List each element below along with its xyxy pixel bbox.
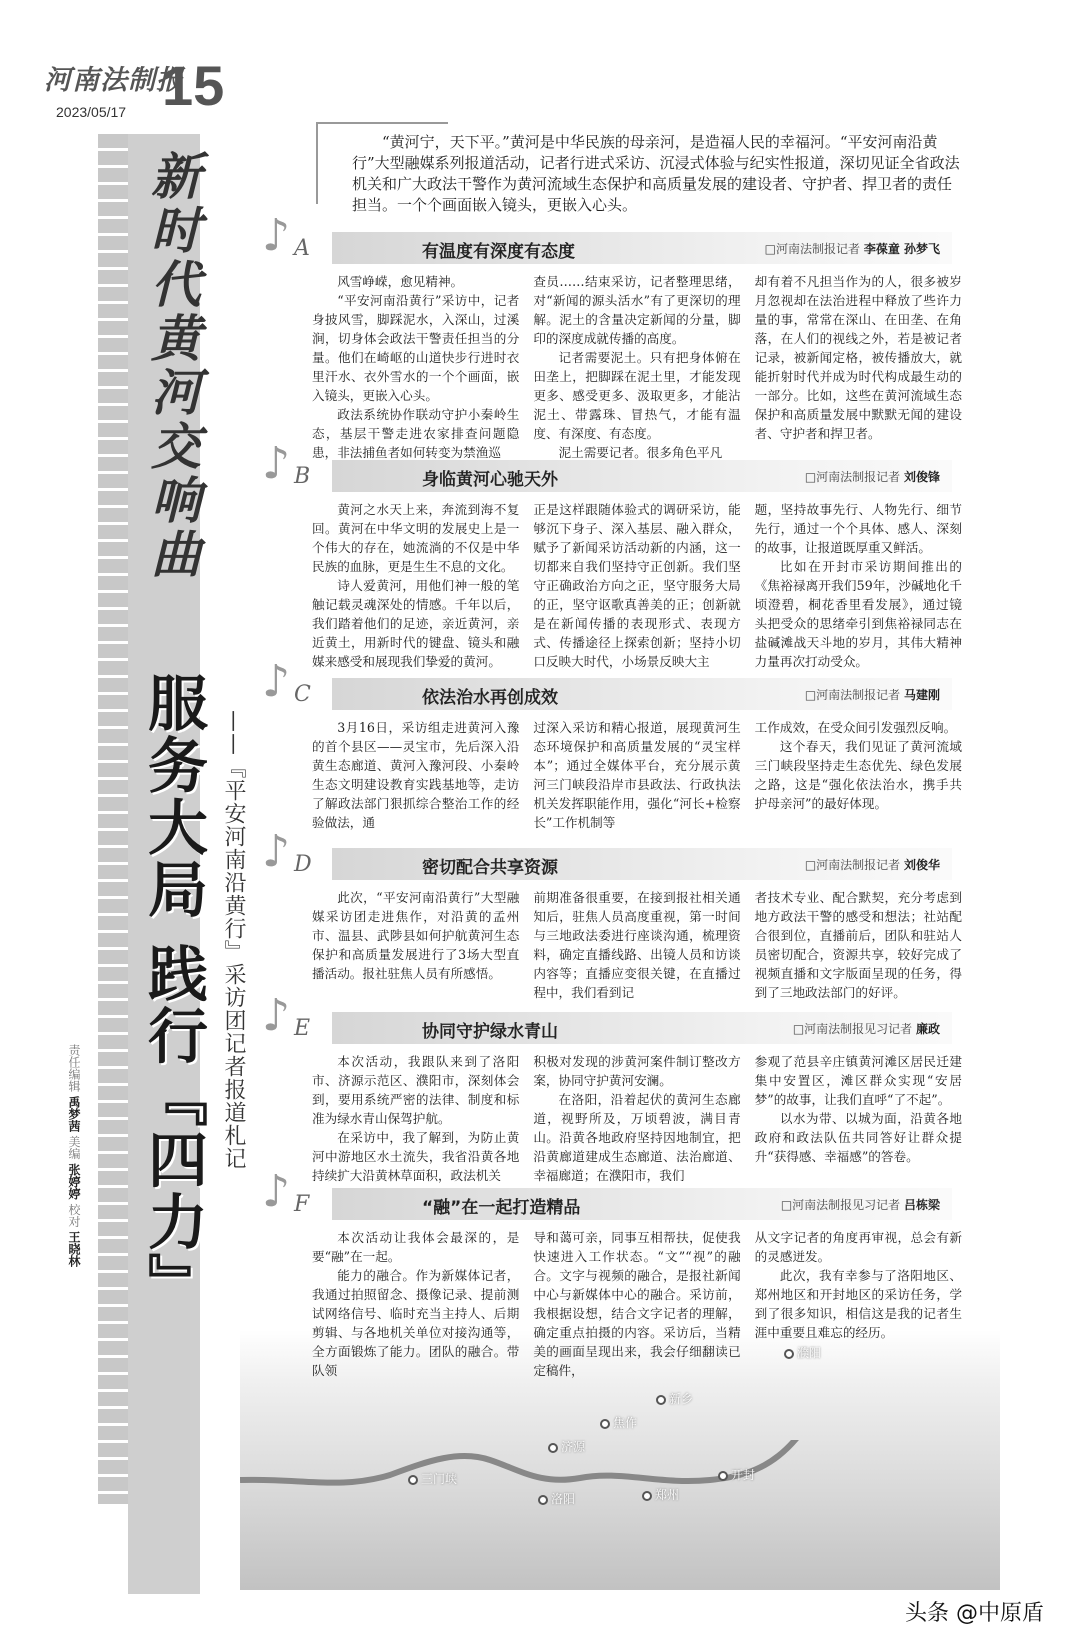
- text-column: [312, 272, 519, 462]
- text-column: [533, 500, 740, 671]
- map-city-label: 濮阳: [784, 1344, 821, 1361]
- music-note-icon: ♪: [262, 438, 291, 489]
- text-column: [755, 888, 962, 1002]
- paragraph: 以水为带、以城为面，沿黄各地政府和政法队伍共同答好让群众提升“获得感、幸福感”的答卷。: [754, 1111, 962, 1164]
- paragraph: 本次活动，我跟队来到了洛阳市、济源示范区、濮阳市，深刻体会到，要用系统严密的法律、制度和标准为绿水青山保驾护航。: [312, 1054, 520, 1126]
- city-dot-icon: [538, 1495, 548, 1505]
- section-byline: □河南法制报记者 刘俊华: [804, 858, 940, 872]
- city-dot-icon: [718, 1471, 728, 1481]
- paragraph: 工作成效，在受众间引发强烈反响。: [754, 720, 957, 735]
- issue-date: 2023/05/17: [56, 104, 127, 120]
- paragraph: 从文字记者的角度再审视，总会有新的灵感迸发。: [754, 1230, 962, 1264]
- paragraph: 记者需要泥土。只有把身体俯在田垄上，把脚踩在泥土里，才能发现更多、感受更多、汲取更多，才能沾泥土、带露珠、冒热气，才能有温度、有深度、有态度。: [533, 350, 741, 441]
- text-column: [533, 718, 740, 832]
- section-byline: □河南法制报见习记者 廉政: [792, 1022, 940, 1036]
- paragraph: 3月16日，采访组走进黄河入豫的首个县区——灵宝市，先后深入沿黄生态廊道、黄河入豫河段、小秦岭生态文明建设教育实践基地等，走访了解政法部门狠抓综合整治工作的经验做法，通: [312, 720, 520, 830]
- text-column: [755, 500, 962, 671]
- music-note-icon: ♪: [262, 210, 291, 261]
- section-letter: B: [294, 464, 311, 489]
- paragraph: 能力的融合。作为新媒体记者，我通过拍照留念、摄像记录、提前测试网络信号、临时充当主持人、后期剪辑、与各地机关单位对接沟通等，全方面锻炼了能力。团队的融合。带队领: [312, 1268, 520, 1378]
- credit-name: 王晓林: [67, 1231, 81, 1268]
- paragraph: 积极对发现的涉黄河案件制订整改方案，协同守护黄河安澜。: [533, 1054, 741, 1088]
- map-city-label: 焦作: [600, 1414, 637, 1431]
- section-title: 依法治水再创成效: [422, 688, 558, 708]
- section-title: 协同守护绿水青山: [422, 1022, 558, 1042]
- section-columns: [312, 718, 962, 832]
- paragraph: 此次，“平安河南沿黄行”大型融媒采访团走进焦作，对沿黄的孟州市、温县、武陟县如何护航黄河生态保护和高质量发展进行了3场大型直播活动。报社驻焦人员有所感悟。: [312, 890, 520, 981]
- section-letter: D: [294, 852, 312, 877]
- section-c: [262, 656, 982, 830]
- paragraph: 诗人爱黄河，用他们神一般的笔触记载灵魂深处的情感。千年以后，我们踏着他们的足迹，亲近黄河，亲近黄土，用新时代的键盘、镜头和融媒来感受和展现我们挚爱的黄河。: [312, 578, 520, 669]
- paragraph: 泥土需要记者。很多角色平凡: [558, 445, 723, 460]
- text-column: [755, 272, 962, 462]
- paragraph: 黄河之水天上来，奔流到海不复回。黄河在中华文明的发展史上是一个伟大的存在，她流淌的不仅是中华民族的血脉，更是生生不息的文化。: [312, 502, 520, 574]
- paragraph: 政法系统协作联动守护小秦岭生态，基层干警走进农家排查问题隐患，非法捕鱼者如何转变为禁渔巡: [312, 407, 520, 460]
- city-dot-icon: [600, 1419, 610, 1429]
- map-city-label: 洛阳: [538, 1490, 575, 1507]
- section-title: 密切配合共享资源: [422, 858, 558, 878]
- map-city-label: 济源: [548, 1438, 585, 1455]
- text-column: [312, 500, 519, 671]
- map-city-label: 郑州: [642, 1486, 679, 1503]
- music-note-icon: ♪: [262, 656, 291, 707]
- paragraph: 在洛阳，沿着起伏的黄河生态廊道，视野所及，万顷碧波，满目青山。沿黄各地政府坚持因地制宜，把沿黄廊道建成生态廊道、法治廊道、幸福廊道；在濮阳市，我们: [533, 1092, 741, 1183]
- credit-name: 禹梦茜: [67, 1095, 81, 1132]
- section-columns: [312, 272, 962, 462]
- text-column: [755, 718, 962, 832]
- section-columns: [312, 1052, 962, 1185]
- section-columns: [312, 1228, 962, 1380]
- feature-kicker: 新时代黄河交响曲: [143, 150, 202, 582]
- section-byline: □河南法制报记者 刘俊锋: [804, 470, 940, 484]
- map-city-label: 新乡: [656, 1390, 693, 1407]
- section-e: [262, 990, 982, 1183]
- section-byline: □河南法制报记者 马建刚: [804, 688, 940, 702]
- city-dot-icon: [408, 1475, 418, 1485]
- section-a: [262, 210, 982, 460]
- text-column: [533, 1052, 740, 1185]
- paragraph: 比如在开封市采访期间推出的《焦裕禄离开我们59年，沙碱地化千顷澄碧，桐花香里看发展》，通过镜头把受众的思绪牵引到焦裕禄同志在盐碱滩战天斗地的岁月，其伟大精神力量再次打动受众。: [754, 559, 962, 669]
- page-number: 15: [162, 54, 225, 117]
- feature-subtitle: ——『平安河南沿黄行』采访团记者报道札记: [221, 710, 246, 1170]
- section-byline: □河南法制报记者 李葆童 孙梦飞: [764, 242, 940, 256]
- paragraph: “平安河南沿黄行”采访中，记者身披风雪，脚踩泥水，入深山，过溪涧，切身体会政法干警责任担当的分量。他们在崎岖的山道快步行进时衣里汗水、衣外雪水的一个个画面，嵌入镜头，更嵌入心头。: [312, 293, 520, 403]
- map-city-label: 三门峡: [408, 1470, 457, 1487]
- section-letter: F: [294, 1192, 310, 1217]
- text-column: [533, 272, 740, 462]
- paragraph: 这个春天，我们见证了黄河流域三门峡段坚持走生态优先、绿色发展之路，这是“强化依法治水，携手共护母亲河”的最好体现。: [754, 739, 962, 811]
- intro-paragraph: “黄河宁，天下平。”黄河是中华民族的母亲河，是造福人民的幸福河。“平安河南沿黄行”大型融媒系列报道活动，记者行进式采访、沉浸式体验与纪实性报道，深切见证全省政法机关和广大政法干警作为黄河流域生态保护和高质量发展的建设者、守护者、捍卫者的责任担当。一个个画面嵌入镜头，更嵌入心头。: [352, 133, 960, 214]
- music-note-icon: ♪: [262, 990, 291, 1041]
- paragraph: 者技术专业、配合默契，充分考虑到地方政法干警的感受和想法；社站配合很到位，直播前后，团队和驻站人员密切配合，资源共享，较好完成了视频直播和文字版面呈现的任务，得到了三地政法部门的好评。: [754, 890, 962, 1000]
- text-column: [312, 888, 519, 1002]
- credit-role: 校对: [67, 1203, 81, 1228]
- text-column: [312, 1052, 519, 1185]
- paper-name: 河南法制报: [44, 65, 184, 96]
- watermark: 头条 @中原盾: [905, 1601, 1044, 1626]
- text-column: [312, 718, 519, 832]
- city-dot-icon: [642, 1491, 652, 1501]
- paragraph: 本次活动让我体会最深的，是要“融”在一起。: [312, 1230, 520, 1264]
- map-city-label: 开封: [718, 1466, 755, 1483]
- paragraph: 查员……结束采访，记者整理思绪，对“新闻的源头活水”有了更深切的理解。泥土的含量决定新闻的分量，脚印的深度成就传播的高度。: [533, 274, 741, 346]
- paragraph: 此次，我有幸参与了洛阳地区、郑州地区和开封地区的采访任务，学到了很多知识，相信这是我的记者生涯中重要且难忘的经历。: [754, 1268, 962, 1340]
- section-letter: A: [294, 236, 310, 261]
- section-columns: [312, 500, 962, 671]
- text-column: [533, 888, 740, 1002]
- section-columns: [312, 888, 962, 1002]
- city-dot-icon: [656, 1395, 666, 1405]
- paragraph: 参观了范县辛庄镇黄河滩区居民迁建集中安置区，滩区群众实现“安居梦”的故事，让我们直呼“了不起”。: [754, 1054, 962, 1107]
- section-d: [262, 826, 982, 1000]
- paragraph: 过深入采访和精心报道，展现黄河生态环境保护和高质量发展的“灵宝样本”；通过全媒体平台，充分展示黄河三门峡段沿岸市县政法、行政执法机关发挥职能作用，强化“河长+检察长”工作机制等: [533, 720, 741, 830]
- paragraph: 在采访中，我了解到，为防止黄河中游地区水土流失，我省沿黄各地持续扩大沿黄林草面积，政法机关: [312, 1130, 520, 1183]
- city-dot-icon: [548, 1443, 558, 1453]
- paragraph: 正是这样跟随体验式的调研采访，能够沉下身子、深入基层、融入群众，赋予了新闻采访活动新的内涵，这一切都来自我们坚持守正创新。我们坚守正确政治方向之正，坚守服务大局的正，坚守讴歌真善美的正；创新就是在新闻传播的表现形式、表现方式、传播途径上探索创新；坚持小切口反映大时代，小场景反映大主: [533, 502, 741, 669]
- text-column: [533, 1228, 740, 1380]
- text-column: [755, 1228, 962, 1380]
- paragraph: 却有着不凡担当作为的人，很多被岁月忽视却在法治进程中释放了些许力量的事，常常在深山、在田垄、在角落，在人们的视线之外，若是被记者记录，被新闻定格，被传播放大，就能折射时代并成为时代构成最生动的一部分。比如，这些在黄河流域生态保护和高质量发展中默默无闻的建设者、守护者和捍卫者。: [754, 274, 962, 441]
- editor-credits: [66, 1044, 82, 1267]
- paragraph: 导和蔼可亲，同事互相帮扶，促使我快速进入工作状态。“文”“视”的融合。文字与视频的融合，是报社新闻中心与新媒体中心的融合。采访前，我根据设想，结合文字记者的理解，确定重点拍摄的内容。采访后，当精美的画面呈现出来，我会仔细翻读已定稿件，: [533, 1230, 741, 1378]
- music-note-icon: ♪: [262, 1166, 291, 1217]
- credit-role: 美编: [67, 1135, 81, 1160]
- paragraph: 前期准备很重要，在接到报社相关通知后，驻焦人员高度重视，第一时间与三地政法委进行座谈沟通，梳理资料，确定直播线路、出镜人员和访谈内容等；直播应变很关键，在直播过程中，我们看到记: [533, 890, 741, 1000]
- text-column: [755, 1052, 962, 1185]
- music-note-icon: ♪: [262, 826, 291, 877]
- paragraph: 风雪峥嵘，愈见精神。: [337, 274, 464, 289]
- section-letter: E: [294, 1016, 311, 1041]
- feature-headline: 服务大局 践行『四力』: [138, 672, 208, 1315]
- credit-role: 责任编辑: [67, 1044, 81, 1092]
- section-title: 有温度有深度有态度: [422, 242, 575, 262]
- credit-name: 张婷婷: [67, 1163, 81, 1200]
- section-title: 身临黄河心驰天外: [422, 470, 558, 490]
- text-column: [312, 1228, 519, 1380]
- section-byline: □河南法制报见习记者 吕栋梁: [780, 1198, 940, 1212]
- section-title: “融”在一起打造精品: [422, 1198, 581, 1218]
- paragraph: 题，坚持故事先行、人物先行、细节先行，通过一个个具体、感人、深刻的故事，让报道既厚重又鲜活。: [754, 502, 962, 555]
- section-letter: C: [294, 682, 311, 707]
